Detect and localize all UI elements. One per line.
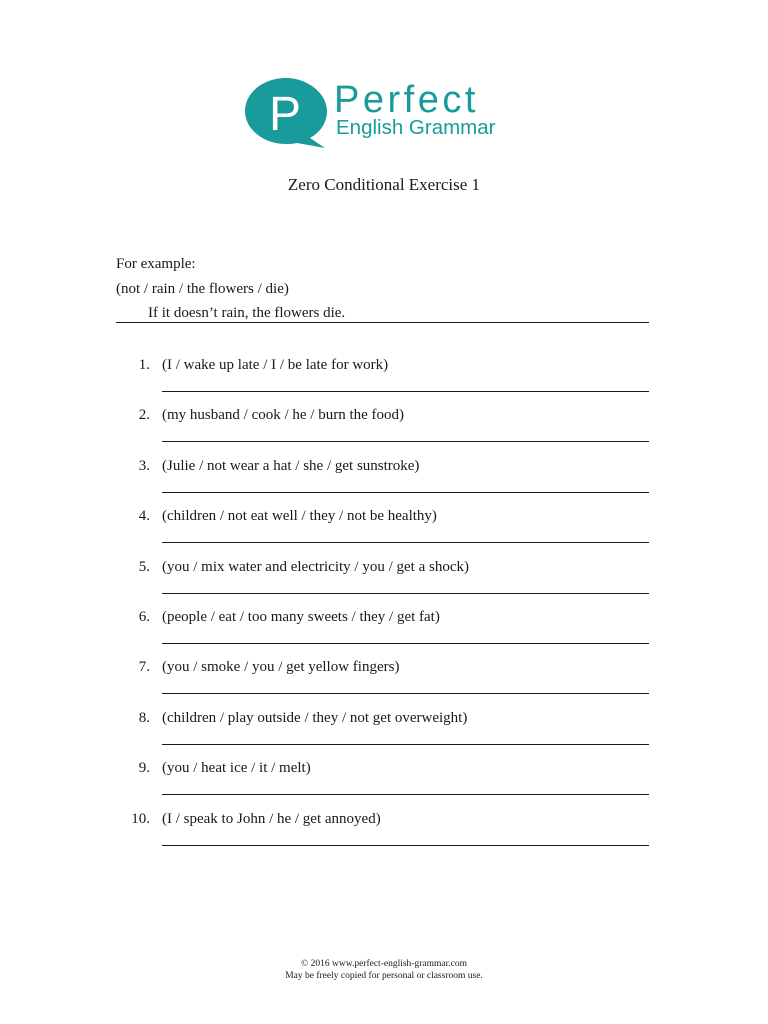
exercise-number: 4. [138, 508, 150, 525]
exercise-number: 7. [138, 659, 150, 676]
answer-line[interactable] [162, 845, 649, 846]
logo-word-english-grammar: English Grammar [336, 116, 496, 139]
logo-letter: P [268, 88, 302, 141]
answer-line[interactable] [162, 593, 649, 594]
answer-line[interactable] [162, 643, 649, 644]
answer-line[interactable] [162, 542, 649, 543]
exercise-prompt: (I / speak to John / he / get annoyed) [162, 810, 381, 827]
exercise-number: 8. [138, 709, 150, 726]
exercise-number: 10. [131, 810, 150, 827]
exercise-prompt: (children / not eat well / they / not be healthy) [162, 508, 437, 525]
exercise-number: 3. [138, 457, 150, 474]
answer-line[interactable] [162, 391, 649, 392]
footer-copyright: © 2016 www.perfect-english-grammar.com [301, 959, 467, 969]
exercise-number: 2. [138, 407, 150, 424]
exercise-prompt: (children / play outside / they / not get overweight) [162, 709, 468, 726]
example-answer: If it doesn’t rain, the flowers die. [148, 305, 346, 321]
exercise-number: 5. [138, 558, 150, 575]
exercise-prompt: (my husband / cook / he / burn the food) [162, 407, 405, 424]
exercise-prompt: (Julie / not wear a hat / she / get sunstroke) [162, 457, 420, 474]
exercise-number: 1. [138, 357, 150, 373]
answer-line[interactable] [162, 794, 649, 795]
speech-bubble-p-icon [243, 76, 333, 150]
exercise-prompt: (you / smoke / you / get yellow fingers) [162, 659, 400, 676]
answer-line[interactable] [162, 744, 649, 745]
example-answer-line [116, 304, 649, 323]
exercise-prompt: (I / wake up late / I / be late for work) [162, 357, 389, 373]
answer-line[interactable] [162, 441, 649, 442]
footer-note: May be freely copied for personal or classroom use. [285, 971, 483, 981]
exercise-prompt: (you / mix water and electricity / you / get a shock) [162, 558, 469, 575]
page-title: Zero Conditional Exercise 1 [287, 175, 481, 194]
logo-word-perfect: Perfect [334, 79, 479, 121]
example-label: For example: [116, 256, 196, 272]
exercise-prompt: (people / eat / too many sweets / they / get fat) [162, 609, 440, 625]
example-prompt: (not / rain / the flowers / die) [116, 281, 289, 297]
answer-line[interactable] [162, 693, 649, 694]
exercise-number: 6. [138, 609, 150, 625]
exercise-number: 9. [138, 760, 150, 777]
logo [243, 76, 533, 150]
answer-line[interactable] [162, 492, 649, 493]
exercise-prompt: (you / heat ice / it / melt) [162, 760, 311, 777]
